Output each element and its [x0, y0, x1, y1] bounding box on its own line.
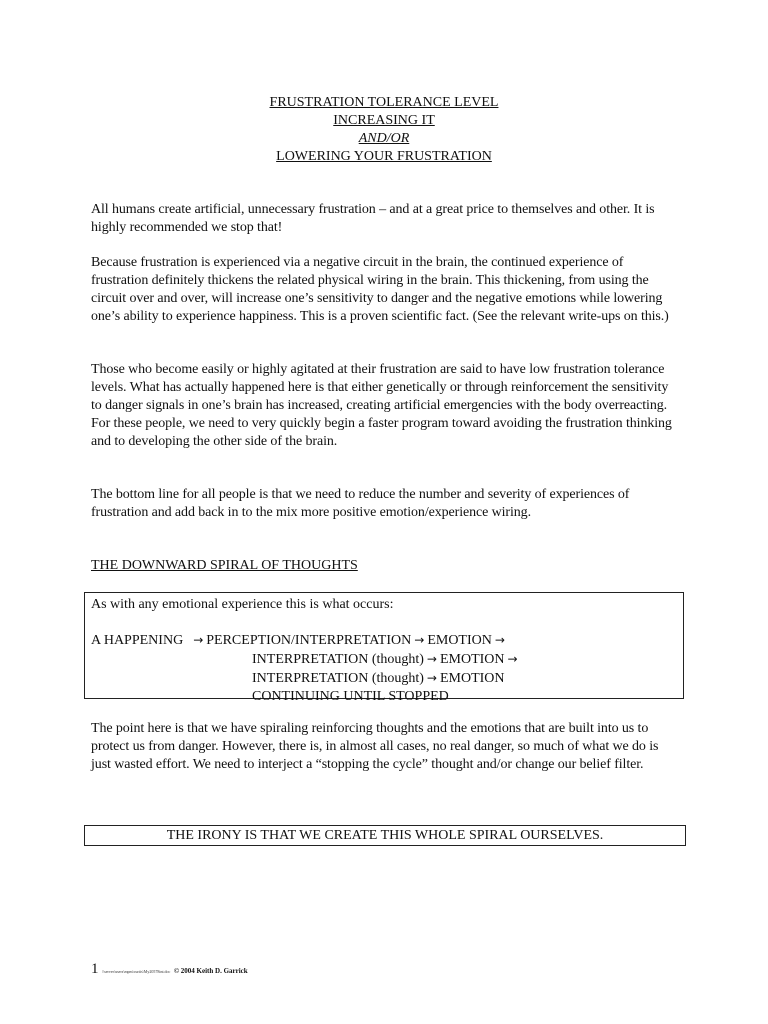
arrow-right-icon: →: [193, 633, 204, 647]
section-heading: THE DOWNWARD SPIRAL OF THOUGHTS: [91, 558, 358, 573]
title-line-3: AND/OR: [358, 131, 410, 146]
document-title: [0, 94, 768, 166]
copyright-notice: © 2004 Keith D. Garrick: [173, 967, 248, 975]
paragraph-point: The point here is that we have spiraling reinforcing thoughts and the emotions that are built into us to protect us from danger. However, there is, in almost all cases, no real danger, so much of what we do is just wasted effort. We need to interject a “stopping the cycle” thought and/or change our belief filter.: [91, 721, 659, 772]
chain-item: EMOTION: [427, 633, 492, 648]
paragraph-brain-circuit: Because frustration is experienced via a negative circuit in the brain, the continued experience of frustration definitely thickens the related physical wiring in the brain. This thickening, from using the circuit over and over, will increase one’s sensitivity to danger and the negative emotions while lowering one’s ability to experience happiness. This is a proven scientific fact. (See the relevant write-ups on this.): [91, 255, 669, 324]
paragraph-intro: All humans create artificial, unnecessary frustration – and at a great price to themselves and other. It is highly recommended we stop that!: [91, 202, 655, 235]
spiral-intro: As with any emotional experience this is what occurs:: [91, 597, 394, 612]
paragraph-bottom-line: The bottom line for all people is that we need to reduce the number and severity of experiences of frustration and add back in to the mix more positive emotion/experience wiring.: [91, 487, 630, 520]
chain-row-1: [91, 631, 677, 650]
chain-item: EMOTION: [439, 671, 505, 686]
title-line-4: LOWERING YOUR FRUSTRATION: [276, 149, 492, 164]
file-path: \\server\users\mpm\curtis\My20578int.doc: [102, 969, 171, 974]
chain-row-4: CONTINUING UNTIL STOPPED: [252, 689, 449, 704]
chain-row-2: [91, 650, 677, 669]
spiral-box: [84, 592, 684, 704]
chain-item: PERCEPTION/INTERPRETATION: [206, 633, 412, 648]
arrow-right-icon: →: [414, 633, 425, 647]
chain-item: INTERPRETATION (thought): [252, 671, 424, 686]
title-line-1: FRUSTRATION TOLERANCE LEVEL: [269, 95, 499, 110]
chain-row-3: [91, 669, 677, 688]
arrow-right-icon: →: [426, 671, 437, 685]
paragraph-tolerance: Those who become easily or highly agitated at their frustration are said to have low frustration tolerance levels. What has actually happened here is that either genetically or through reinforcement the sensitivity to danger signals in one’s brain has increased, creating artificial emergencies with the body overreacting. For these people, we need to very quickly begin a faster program toward avoiding the frustration thinking and to developing the other side of the brain.: [91, 362, 672, 449]
chain-item: INTERPRETATION (thought): [252, 652, 424, 667]
page-footer: [91, 961, 248, 980]
arrow-right-icon: →: [494, 633, 505, 647]
arrow-right-icon: →: [426, 652, 437, 666]
title-line-2: INCREASING IT: [333, 113, 435, 128]
page-number: 1: [91, 961, 99, 977]
chain-item: A HAPPENING: [91, 633, 184, 648]
arrow-right-icon: →: [507, 652, 518, 666]
irony-box: THE IRONY IS THAT WE CREATE THIS WHOLE SPIRAL OURSELVES.: [84, 825, 686, 846]
chain-item: EMOTION: [439, 652, 505, 667]
